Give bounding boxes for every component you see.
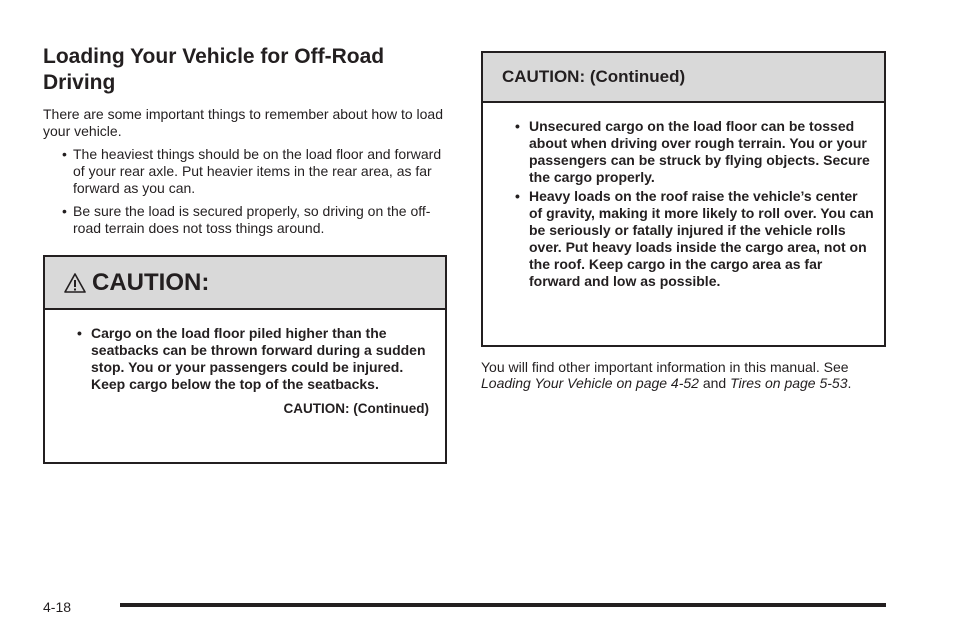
list-item: • Unsecured cargo on the load floor can be tossed about when driving over rough terrain. You or your passengers can be struck by flying objects. Secure the cargo properly. bbox=[483, 118, 884, 186]
load-tips-list bbox=[43, 146, 447, 237]
right-column bbox=[481, 51, 886, 391]
section-title: Loading Your Vehicle for Off-Road Driving bbox=[43, 45, 385, 94]
caution-header bbox=[483, 53, 884, 103]
reference-paragraph bbox=[481, 359, 886, 391]
page-number: 4-18 bbox=[43, 599, 72, 615]
reference-link[interactable]: Tires on page 5-53 bbox=[730, 375, 848, 391]
caution-header bbox=[45, 257, 445, 310]
caution-title: CAUTION: (Continued) bbox=[502, 67, 686, 86]
continued-note: CAUTION: (Continued) bbox=[283, 401, 429, 416]
caution-triangle-icon bbox=[64, 272, 86, 294]
list-item: • The heaviest things should be on the load floor and forward of your rear axle. Put heavier items in the rear area, as far forward as you can. bbox=[43, 146, 447, 197]
reference-text: . bbox=[847, 375, 852, 391]
reference-text: and bbox=[698, 375, 731, 391]
list-item: • Cargo on the load floor piled higher than the seatbacks can be thrown forward during a sudden stop. You or your passengers could be injured. Keep cargo below the top of the seatbacks. bbox=[45, 325, 445, 393]
list-item: • Be sure the load is secured properly, so driving on the off-road terrain does not toss things around. bbox=[43, 203, 447, 237]
intro-paragraph: There are some important things to remember about how to load your vehicle. bbox=[43, 106, 443, 139]
caution-continued-box bbox=[481, 51, 886, 347]
reference-text: You will find other important information in this manual. See bbox=[481, 359, 849, 375]
caution-list bbox=[483, 103, 884, 290]
list-item: • Heavy loads on the roof raise the vehicle’s center of gravity, making it more likely to roll over. You can be seriously or fatally injured if the vehicle rolls over. Put heavy loads inside the cargo area, not on the roof. Keep cargo in the cargo area as far forward and low as possible. bbox=[483, 188, 884, 290]
caution-title: CAUTION: bbox=[92, 268, 210, 296]
reference-link[interactable]: Loading Your Vehicle on page 4-52 bbox=[481, 375, 699, 391]
caution-list bbox=[45, 310, 445, 393]
footer-rule bbox=[120, 603, 886, 607]
caution-box bbox=[43, 255, 447, 464]
left-column bbox=[43, 44, 447, 464]
